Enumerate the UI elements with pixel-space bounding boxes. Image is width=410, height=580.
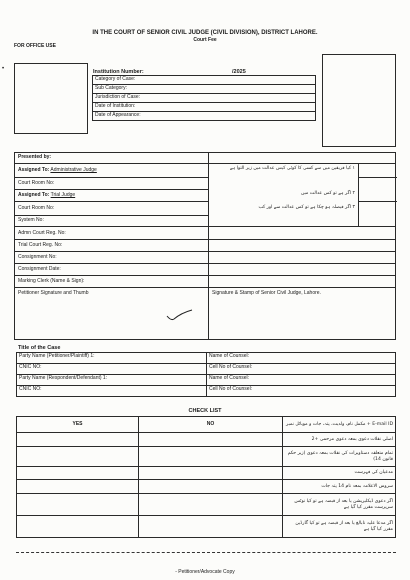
checklist-table	[16, 416, 396, 538]
checklist-title: CHECK LIST	[188, 408, 222, 414]
date-institution-field[interactable]: Date of Institution:	[93, 103, 316, 112]
party1-field[interactable]: Party Name (Petitioner/Plaintiff) 1:	[17, 353, 207, 364]
party2-field[interactable]: Party Name (Respondent/Defendant) 1:	[17, 375, 207, 386]
yes-cell-5[interactable]	[17, 480, 139, 494]
no-cell-3[interactable]	[139, 447, 283, 467]
no-cell-6[interactable]	[139, 494, 283, 516]
assigned-to-2-row: Assigned To: Trial Judge	[18, 192, 76, 198]
court-room-label: Court Room No:	[18, 180, 55, 186]
presented-by-label: Presented by:	[18, 154, 52, 160]
office-use-label: FOR OFFICE USE	[14, 43, 56, 49]
date-appearance-field[interactable]: Date of Appearance:	[93, 112, 316, 121]
checklist-item-2: اصلی نقلات دعوی بمعہ دعوی مرحمی +2	[283, 433, 396, 447]
footer-copy-label: - Petitioner/Advocate Copy	[175, 569, 235, 575]
checklist-item-5: سروس الاعلامہ بمعہ نام 14 پتہ جات	[283, 480, 396, 494]
no-cell-4[interactable]	[139, 467, 283, 480]
no-cell-5[interactable]	[139, 480, 283, 494]
admn-court-reg-label: Admn Court Reg. No:	[18, 230, 66, 236]
court-heading: IN THE COURT OF SENIOR CIVIL JUDGE (CIVIL DIVISION), DISTRICT LAHORE.	[92, 30, 318, 36]
institution-year: /2025	[232, 69, 246, 75]
assigned-to-row: Assigned To: Administrative Judge	[18, 167, 97, 173]
presented-block	[14, 152, 396, 340]
trial-court-reg-label: Trial Court Reg. No:	[18, 242, 63, 248]
institution-table	[92, 75, 316, 121]
consignment-no-label: Consignment No:	[18, 254, 57, 260]
admin-judge-value: Administrative Judge	[50, 167, 97, 173]
cnic1-field[interactable]: CNIC NO:	[17, 364, 207, 375]
urdu-question-1: ۱ کیا فریقین میں سے کسی کا کوئی کیس عدالت میں زیر التوا ہے	[229, 166, 355, 171]
no-cell-7[interactable]	[139, 516, 283, 538]
urdu-question-3: ۳ اگر فیصلہ ہو چکا ہے تو کس عدالت سے اور کب	[258, 205, 355, 210]
no-header: NO	[139, 417, 283, 433]
cut-line	[16, 552, 396, 553]
case-title-label: Title of the Case	[18, 345, 61, 351]
judge-stamp-label: Signature & Stamp of Senior Civil Judge, Lahore.	[212, 290, 321, 296]
cell1-field[interactable]: Cell No of Counsel:	[207, 364, 396, 375]
yes-cell-6[interactable]	[17, 494, 139, 516]
court-fee-label: Court Fee	[193, 37, 217, 43]
marking-clerk-label: Marking Clerk (Name & Sign):	[18, 278, 85, 284]
cell2-field[interactable]: Cell No of Counsel:	[207, 386, 396, 397]
yes-cell-4[interactable]	[17, 467, 139, 480]
cnic2-field[interactable]: CNIC NO:	[17, 386, 207, 397]
checklist-item-7: اگر مدعا علیہ نابالغ یا بعد از قبضہ ہے تو کیا گارڈین مقرر کیا گیا ہے	[283, 516, 396, 538]
yes-cell-7[interactable]	[17, 516, 139, 538]
consignment-date-label: Consignment Date:	[18, 266, 61, 272]
yes-cell-2[interactable]	[17, 433, 139, 447]
checklist-item-4: مدعیان کی فہرست	[283, 467, 396, 480]
trial-judge-value: Trial Judge	[50, 192, 76, 198]
photo-box-left	[14, 63, 88, 134]
sub-category-field[interactable]: Sub Category:	[93, 85, 316, 94]
photo-box-right	[322, 54, 396, 147]
jurisdiction-field[interactable]: Jurisdiction of Case:	[93, 94, 316, 103]
petitioner-signature-label: Petitioner Signature and Thumb	[18, 290, 89, 296]
checklist-item-1: E-mail ID + مکمل نام، ولدیت، پتہ، جات و موبائل نمبر	[283, 417, 396, 433]
yes-cell-3[interactable]	[17, 447, 139, 467]
category-field[interactable]: Category of Case:	[93, 76, 316, 85]
signature-tick-icon	[165, 309, 195, 323]
urdu-question-2: ۲ اگر ہے تو کس عدالت میں	[301, 191, 355, 196]
counsel2-field[interactable]: Name of Counsel:	[207, 375, 396, 386]
counsel1-field[interactable]: Name of Counsel:	[207, 353, 396, 364]
system-no-label: System No:	[18, 217, 44, 223]
margin-mark: •	[2, 66, 5, 72]
case-table	[16, 352, 396, 397]
yes-header: YES	[17, 417, 139, 433]
court-room-2-label: Court Room No:	[18, 205, 55, 211]
institution-number-label: Institution Number:	[93, 69, 144, 75]
checklist-item-6: اگر دعوی ڈیکلیریشن یا بعد از قبضہ ہے تو کیا نوٹس سرپرست مقرر کیا گیا ہے	[283, 494, 396, 516]
checklist-item-3: تمام متعلقہ دستاویزات کی نقلات بمعہ دعوی (زیر حکم قانون 14)	[283, 447, 396, 467]
no-cell-2[interactable]	[139, 433, 283, 447]
